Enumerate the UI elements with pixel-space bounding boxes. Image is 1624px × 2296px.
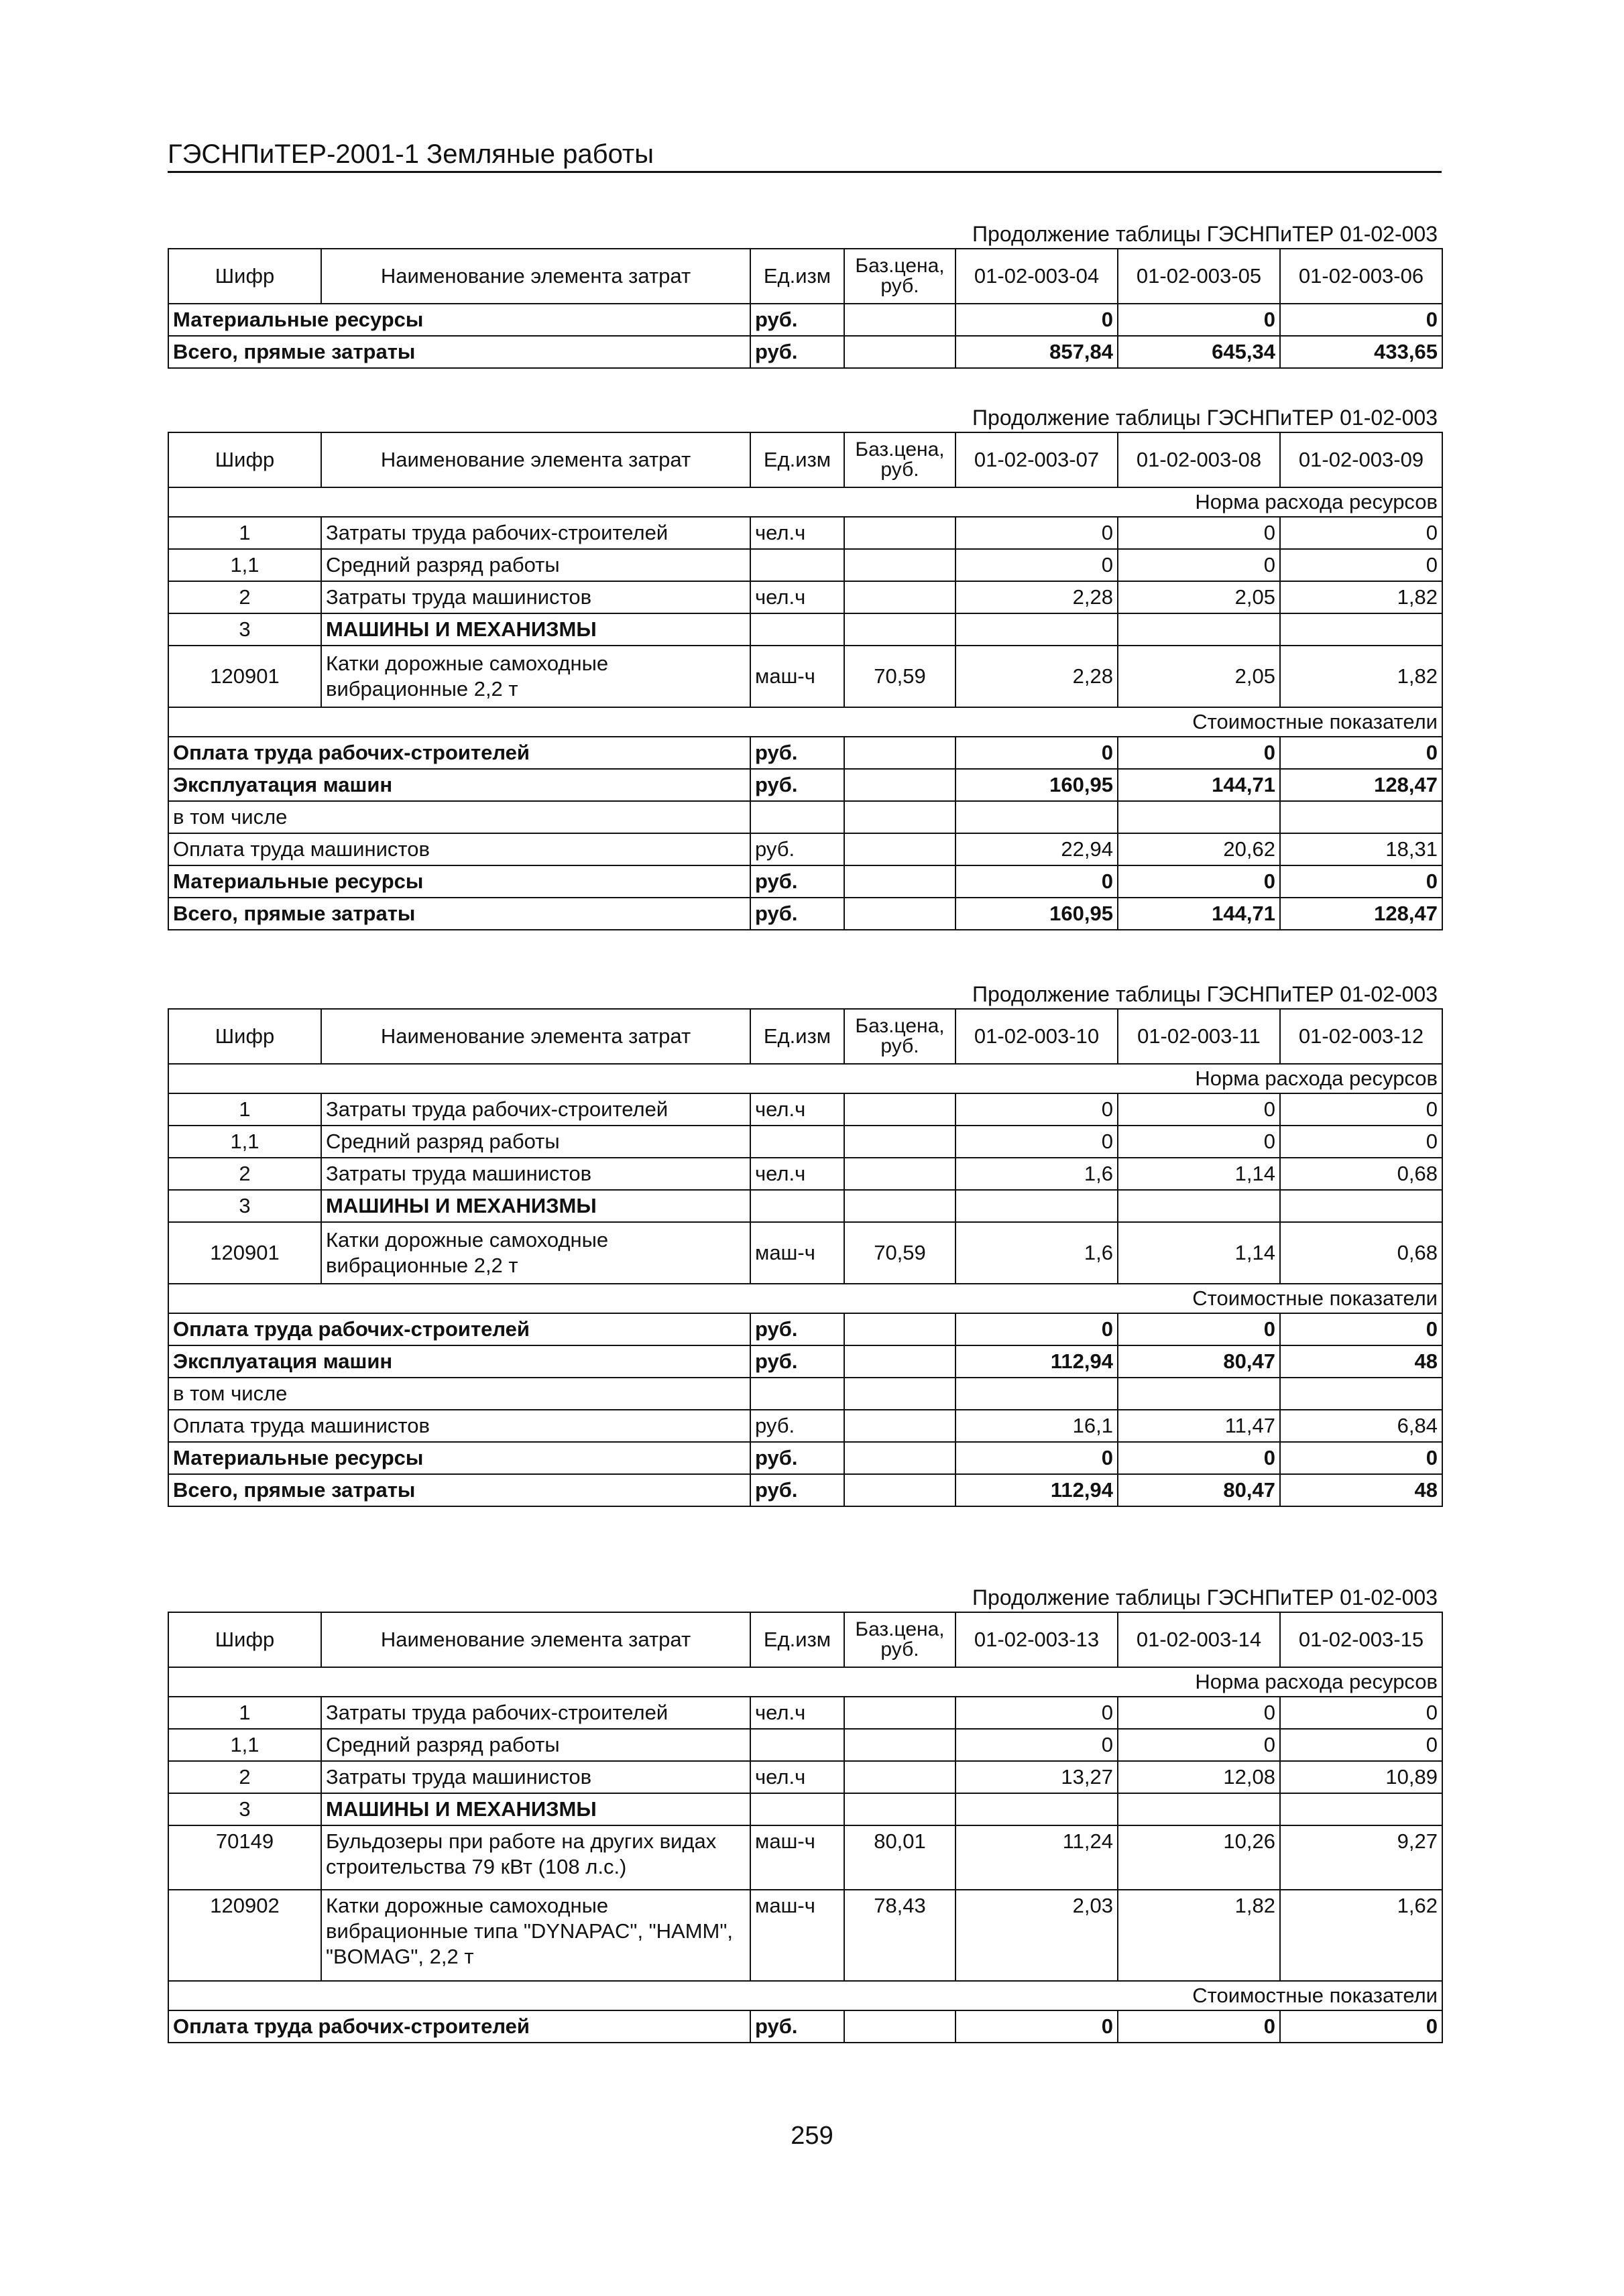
- cost-name: в том числе: [168, 801, 750, 833]
- resource-unit: чел.ч: [750, 1158, 844, 1190]
- cost-name: в том числе: [168, 1378, 750, 1410]
- cost-row: [168, 769, 1442, 801]
- cost-base: [844, 1345, 955, 1378]
- resource-value: 0: [1280, 1093, 1442, 1126]
- resource-name: Затраты труда рабочих-строителей: [321, 517, 750, 549]
- cost-value: 0: [955, 1313, 1118, 1345]
- cost-base: [844, 1474, 955, 1506]
- resource-name: Бульдозеры при работе на других видах строительства 79 кВт (108 л.с.): [321, 1825, 750, 1890]
- cost-base: [844, 1378, 955, 1410]
- resource-name: Затраты труда машинистов: [321, 581, 750, 613]
- cost-unit: руб.: [750, 1345, 844, 1378]
- resource-code: 1,1: [168, 1729, 321, 1761]
- table-header-row: [168, 432, 1442, 487]
- resource-name: Средний разряд работы: [321, 549, 750, 581]
- norm-table: [168, 432, 1443, 930]
- resource-row: [168, 1222, 1442, 1284]
- resource-name: Катки дорожные самоходные вибрационные 2,2 т: [321, 1222, 750, 1284]
- cost-unit: [750, 801, 844, 833]
- section-label: Стоимостные показатели: [168, 1284, 1442, 1313]
- resource-value: 2,28: [955, 581, 1118, 613]
- cost-row: [168, 2010, 1442, 2043]
- col-header-code-3: 01-02-003-09: [1280, 432, 1442, 487]
- resource-value: 10,26: [1118, 1825, 1280, 1890]
- resource-value: 0: [1280, 1697, 1442, 1729]
- resource-row: [168, 1190, 1442, 1222]
- page-header: [168, 137, 1442, 173]
- resource-value: 1,82: [1280, 581, 1442, 613]
- section-row-norms: [168, 1667, 1442, 1697]
- cost-value: 22,94: [955, 833, 1118, 865]
- resource-unit: чел.ч: [750, 1093, 844, 1126]
- resource-base: 80,01: [844, 1825, 955, 1890]
- cost-unit: руб.: [750, 336, 844, 368]
- cost-base: [844, 833, 955, 865]
- cost-row: [168, 865, 1442, 898]
- resource-value: 11,24: [955, 1825, 1118, 1890]
- col-header-unit: Ед.изм: [750, 1612, 844, 1667]
- resource-code: 3: [168, 613, 321, 646]
- resource-value: 0: [955, 549, 1118, 581]
- resource-name: Затраты труда машинистов: [321, 1158, 750, 1190]
- resource-base: [844, 613, 955, 646]
- table-header-row: [168, 1009, 1442, 1064]
- resource-name: Средний разряд работы: [321, 1126, 750, 1158]
- section-row-costs: [168, 1981, 1442, 2010]
- cost-unit: руб.: [750, 304, 844, 336]
- resource-name: Затраты труда рабочих-строителей: [321, 1697, 750, 1729]
- cost-value: 48: [1280, 1345, 1442, 1378]
- cost-base: [844, 898, 955, 930]
- resource-name: МАШИНЫ И МЕХАНИЗМЫ: [321, 613, 750, 646]
- resource-value: [1118, 1190, 1280, 1222]
- resource-value: 0: [1280, 1126, 1442, 1158]
- resource-value: 12,08: [1118, 1761, 1280, 1793]
- resource-row: [168, 613, 1442, 646]
- cost-base: [844, 737, 955, 769]
- cost-name: Оплата труда рабочих-строителей: [168, 1313, 750, 1345]
- resource-base: 70,59: [844, 646, 955, 707]
- resource-code: 1: [168, 1093, 321, 1126]
- resource-value: 2,05: [1118, 581, 1280, 613]
- table-block-2: [168, 404, 1442, 930]
- resource-value: [1280, 613, 1442, 646]
- resource-value: [1280, 1190, 1442, 1222]
- col-header-code-3: 01-02-003-06: [1280, 249, 1442, 304]
- col-header-code-2: 01-02-003-14: [1118, 1612, 1280, 1667]
- resource-name: Затраты труда машинистов: [321, 1761, 750, 1793]
- col-header-code-2: 01-02-003-08: [1118, 432, 1280, 487]
- resource-unit: чел.ч: [750, 1761, 844, 1793]
- cost-value: 144,71: [1118, 898, 1280, 930]
- cost-name: Эксплуатация машин: [168, 769, 750, 801]
- col-header-code-1: 01-02-003-10: [955, 1009, 1118, 1064]
- cost-value: 128,47: [1280, 898, 1442, 930]
- cost-value: 11,47: [1118, 1410, 1280, 1442]
- cost-row: [168, 1378, 1442, 1410]
- resource-row: [168, 1093, 1442, 1126]
- resource-base: [844, 1697, 955, 1729]
- resource-row: [168, 1729, 1442, 1761]
- table-caption: Продолжение таблицы ГЭСНПиТЕР 01-02-003: [972, 1585, 1438, 1610]
- resource-value: 1,62: [1280, 1890, 1442, 1981]
- resource-code: 2: [168, 1158, 321, 1190]
- cost-value: 0: [1280, 1313, 1442, 1345]
- col-header-name: Наименование элемента затрат: [321, 249, 750, 304]
- col-header-code-3: 01-02-003-12: [1280, 1009, 1442, 1064]
- page-number: 259: [791, 2122, 833, 2150]
- cost-row: [168, 1313, 1442, 1345]
- cost-name: Материальные ресурсы: [168, 304, 750, 336]
- resource-value: [1118, 613, 1280, 646]
- section-row-costs: [168, 1284, 1442, 1313]
- resource-value: 0: [1118, 1729, 1280, 1761]
- cost-value: 0: [955, 865, 1118, 898]
- resource-base: [844, 549, 955, 581]
- section-label: Норма расхода ресурсов: [168, 487, 1442, 517]
- col-header-base-price: Баз.цена, руб.: [844, 249, 955, 304]
- section-label: Стоимостные показатели: [168, 707, 1442, 737]
- col-header-code-3: 01-02-003-15: [1280, 1612, 1442, 1667]
- cost-value: 80,47: [1118, 1474, 1280, 1506]
- cost-unit: руб.: [750, 1410, 844, 1442]
- resource-unit: чел.ч: [750, 581, 844, 613]
- resource-value: 1,14: [1118, 1158, 1280, 1190]
- cost-value: [1280, 801, 1442, 833]
- cost-name: Материальные ресурсы: [168, 865, 750, 898]
- section-label: Норма расхода ресурсов: [168, 1667, 1442, 1697]
- col-header-code-1: 01-02-003-13: [955, 1612, 1118, 1667]
- resource-unit: маш-ч: [750, 1890, 844, 1981]
- resource-name: МАШИНЫ И МЕХАНИЗМЫ: [321, 1793, 750, 1825]
- cost-row: [168, 833, 1442, 865]
- cost-row: [168, 801, 1442, 833]
- cost-value: [1118, 1378, 1280, 1410]
- resource-code: 1,1: [168, 549, 321, 581]
- resource-value: 2,03: [955, 1890, 1118, 1981]
- col-header-base-price: Баз.цена, руб.: [844, 432, 955, 487]
- cost-unit: руб.: [750, 1474, 844, 1506]
- cost-value: 0: [1118, 2010, 1280, 2043]
- cost-unit: руб.: [750, 737, 844, 769]
- col-header-base-price: Баз.цена, руб.: [844, 1009, 955, 1064]
- resource-value: 1,6: [955, 1158, 1118, 1190]
- col-header-code: Шифр: [168, 1612, 321, 1667]
- resource-base: [844, 517, 955, 549]
- col-header-code-2: 01-02-003-11: [1118, 1009, 1280, 1064]
- cost-value: 645,34: [1118, 336, 1280, 368]
- resource-base: [844, 1093, 955, 1126]
- cost-name: Материальные ресурсы: [168, 1442, 750, 1474]
- cost-unit: руб.: [750, 769, 844, 801]
- cost-row: [168, 1410, 1442, 1442]
- table-block-1: [168, 220, 1442, 369]
- col-header-code: Шифр: [168, 249, 321, 304]
- resource-value: [1280, 1793, 1442, 1825]
- col-header-unit: Ед.изм: [750, 432, 844, 487]
- resource-value: 9,27: [1280, 1825, 1442, 1890]
- cost-value: 128,47: [1280, 769, 1442, 801]
- resource-code: 120902: [168, 1890, 321, 1981]
- resource-value: 10,89: [1280, 1761, 1442, 1793]
- col-header-name: Наименование элемента затрат: [321, 1612, 750, 1667]
- cost-row: [168, 1442, 1442, 1474]
- resource-value: 0,68: [1280, 1158, 1442, 1190]
- table-block-3: [168, 980, 1442, 1507]
- cost-value: 0: [955, 1442, 1118, 1474]
- resource-unit: [750, 1729, 844, 1761]
- resource-row: [168, 581, 1442, 613]
- col-header-unit: Ед.изм: [750, 1009, 844, 1064]
- cost-value: 6,84: [1280, 1410, 1442, 1442]
- resource-unit: [750, 613, 844, 646]
- cost-value: 433,65: [1280, 336, 1442, 368]
- cost-base: [844, 2010, 955, 2043]
- resource-name: Катки дорожные самоходные вибрационные типа "DYNAPAC", "HAMM", "BOMAG", 2,2 т: [321, 1890, 750, 1981]
- resource-code: 70149: [168, 1825, 321, 1890]
- cost-name: Оплата труда машинистов: [168, 1410, 750, 1442]
- cost-value: 0: [955, 304, 1118, 336]
- resource-value: 0: [1118, 1126, 1280, 1158]
- cost-base: [844, 801, 955, 833]
- cost-name: Оплата труда рабочих-строителей: [168, 2010, 750, 2043]
- col-header-unit: Ед.изм: [750, 249, 844, 304]
- resource-value: 0: [1118, 1697, 1280, 1729]
- resource-value: 2,05: [1118, 646, 1280, 707]
- cost-unit: руб.: [750, 1442, 844, 1474]
- resource-unit: [750, 549, 844, 581]
- resource-name: МАШИНЫ И МЕХАНИЗМЫ: [321, 1190, 750, 1222]
- cost-value: 160,95: [955, 898, 1118, 930]
- resource-row: [168, 549, 1442, 581]
- resource-value: 0: [955, 1093, 1118, 1126]
- norm-table: [168, 1008, 1443, 1507]
- section-label: Норма расхода ресурсов: [168, 1064, 1442, 1093]
- resource-code: 2: [168, 1761, 321, 1793]
- cost-unit: руб.: [750, 865, 844, 898]
- cost-value: 0: [1280, 304, 1442, 336]
- col-header-code: Шифр: [168, 432, 321, 487]
- cost-value: 20,62: [1118, 833, 1280, 865]
- resource-unit: [750, 1126, 844, 1158]
- cost-value: 0: [1118, 304, 1280, 336]
- cost-base: [844, 865, 955, 898]
- cost-value: 80,47: [1118, 1345, 1280, 1378]
- cost-value: 16,1: [955, 1410, 1118, 1442]
- cost-row: [168, 1474, 1442, 1506]
- table-header-row: [168, 1612, 1442, 1667]
- cost-value: 18,31: [1280, 833, 1442, 865]
- section-row-norms: [168, 487, 1442, 517]
- resource-value: [955, 1793, 1118, 1825]
- norm-table: [168, 248, 1443, 369]
- cost-base: [844, 1442, 955, 1474]
- resource-unit: маш-ч: [750, 646, 844, 707]
- resource-value: 0: [1280, 549, 1442, 581]
- resource-code: 1: [168, 1697, 321, 1729]
- resource-row: [168, 646, 1442, 707]
- resource-code: 2: [168, 581, 321, 613]
- table-block-4: [168, 1583, 1442, 2043]
- section-row-costs: [168, 707, 1442, 737]
- cost-value: 857,84: [955, 336, 1118, 368]
- col-header-code-1: 01-02-003-07: [955, 432, 1118, 487]
- resource-code: 120901: [168, 646, 321, 707]
- resource-base: [844, 1761, 955, 1793]
- resource-value: 0: [955, 517, 1118, 549]
- cost-unit: [750, 1378, 844, 1410]
- cost-name: Всего, прямые затраты: [168, 1474, 750, 1506]
- cost-base: [844, 769, 955, 801]
- resource-value: 0: [1280, 1729, 1442, 1761]
- resource-name: Средний разряд работы: [321, 1729, 750, 1761]
- resource-name: Катки дорожные самоходные вибрационные 2,2 т: [321, 646, 750, 707]
- cost-base: [844, 1313, 955, 1345]
- cost-value: 0: [1280, 737, 1442, 769]
- resource-base: [844, 1126, 955, 1158]
- cost-value: 0: [1118, 1442, 1280, 1474]
- header-title: ГЭСНПиТЕР-2001-1 Земляные работы: [168, 139, 654, 169]
- resource-code: 1,1: [168, 1126, 321, 1158]
- resource-base: [844, 1190, 955, 1222]
- col-header-name: Наименование элемента затрат: [321, 432, 750, 487]
- resource-code: 3: [168, 1190, 321, 1222]
- resource-value: 1,14: [1118, 1222, 1280, 1284]
- resource-value: 0,68: [1280, 1222, 1442, 1284]
- cost-value: 0: [955, 737, 1118, 769]
- col-header-base-price: Баз.цена, руб.: [844, 1612, 955, 1667]
- section-row-norms: [168, 1064, 1442, 1093]
- col-header-code-1: 01-02-003-04: [955, 249, 1118, 304]
- resource-value: 0: [955, 1697, 1118, 1729]
- table-caption: Продолжение таблицы ГЭСНПиТЕР 01-02-003: [972, 222, 1438, 246]
- resource-base: [844, 1793, 955, 1825]
- resource-value: 0: [1280, 517, 1442, 549]
- cost-value: 48: [1280, 1474, 1442, 1506]
- resource-unit: [750, 1793, 844, 1825]
- cost-row: [168, 898, 1442, 930]
- cost-value: 0: [1280, 2010, 1442, 2043]
- resource-row: [168, 1697, 1442, 1729]
- resource-base: 70,59: [844, 1222, 955, 1284]
- cost-value: 0: [1280, 865, 1442, 898]
- cost-base: [844, 336, 955, 368]
- resource-value: 1,82: [1118, 1890, 1280, 1981]
- cost-value: 144,71: [1118, 769, 1280, 801]
- table-header-row: [168, 249, 1442, 304]
- norm-table: [168, 1612, 1443, 2043]
- resource-unit: чел.ч: [750, 517, 844, 549]
- col-header-name: Наименование элемента затрат: [321, 1009, 750, 1064]
- resource-base: [844, 1158, 955, 1190]
- cost-unit: руб.: [750, 898, 844, 930]
- cost-row: [168, 737, 1442, 769]
- resource-value: 1,6: [955, 1222, 1118, 1284]
- cost-name: Всего, прямые затраты: [168, 336, 750, 368]
- resource-code: 1: [168, 517, 321, 549]
- resource-code: 3: [168, 1793, 321, 1825]
- cost-value: [1118, 801, 1280, 833]
- section-label: Стоимостные показатели: [168, 1981, 1442, 2010]
- resource-base: 78,43: [844, 1890, 955, 1981]
- resource-row: [168, 1761, 1442, 1793]
- resource-unit: маш-ч: [750, 1222, 844, 1284]
- cost-value: 0: [1280, 1442, 1442, 1474]
- cost-unit: руб.: [750, 2010, 844, 2043]
- cost-row: [168, 336, 1442, 368]
- resource-unit: маш-ч: [750, 1825, 844, 1890]
- cost-name: Всего, прямые затраты: [168, 898, 750, 930]
- resource-value: [955, 1190, 1118, 1222]
- resource-value: 0: [1118, 1093, 1280, 1126]
- resource-row: [168, 1890, 1442, 1981]
- cost-value: 0: [1118, 865, 1280, 898]
- resource-unit: [750, 1190, 844, 1222]
- resource-name: Затраты труда рабочих-строителей: [321, 1093, 750, 1126]
- table-caption: Продолжение таблицы ГЭСНПиТЕР 01-02-003: [972, 406, 1438, 430]
- resource-row: [168, 1825, 1442, 1890]
- cost-row: [168, 304, 1442, 336]
- cost-value: [955, 801, 1118, 833]
- cost-unit: руб.: [750, 1313, 844, 1345]
- cost-value: 0: [1118, 1313, 1280, 1345]
- resource-value: 0: [1118, 549, 1280, 581]
- cost-value: [1280, 1378, 1442, 1410]
- cost-value: 0: [955, 2010, 1118, 2043]
- resource-value: 1,82: [1280, 646, 1442, 707]
- cost-unit: руб.: [750, 833, 844, 865]
- resource-value: 0: [955, 1126, 1118, 1158]
- resource-value: [1118, 1793, 1280, 1825]
- cost-value: 112,94: [955, 1345, 1118, 1378]
- resource-row: [168, 517, 1442, 549]
- cost-value: 160,95: [955, 769, 1118, 801]
- cost-row: [168, 1345, 1442, 1378]
- cost-name: Оплата труда машинистов: [168, 833, 750, 865]
- cost-value: 112,94: [955, 1474, 1118, 1506]
- resource-value: 13,27: [955, 1761, 1118, 1793]
- resource-code: 120901: [168, 1222, 321, 1284]
- resource-value: [955, 613, 1118, 646]
- resource-unit: чел.ч: [750, 1697, 844, 1729]
- table-caption: Продолжение таблицы ГЭСНПиТЕР 01-02-003: [972, 982, 1438, 1006]
- col-header-code-2: 01-02-003-05: [1118, 249, 1280, 304]
- cost-value: 0: [1118, 737, 1280, 769]
- resource-row: [168, 1793, 1442, 1825]
- resource-base: [844, 581, 955, 613]
- resource-value: 0: [955, 1729, 1118, 1761]
- cost-name: Эксплуатация машин: [168, 1345, 750, 1378]
- resource-row: [168, 1126, 1442, 1158]
- cost-base: [844, 1410, 955, 1442]
- cost-value: [955, 1378, 1118, 1410]
- resource-value: 2,28: [955, 646, 1118, 707]
- col-header-code: Шифр: [168, 1009, 321, 1064]
- cost-name: Оплата труда рабочих-строителей: [168, 737, 750, 769]
- resource-value: 0: [1118, 517, 1280, 549]
- cost-base: [844, 304, 955, 336]
- resource-row: [168, 1158, 1442, 1190]
- resource-base: [844, 1729, 955, 1761]
